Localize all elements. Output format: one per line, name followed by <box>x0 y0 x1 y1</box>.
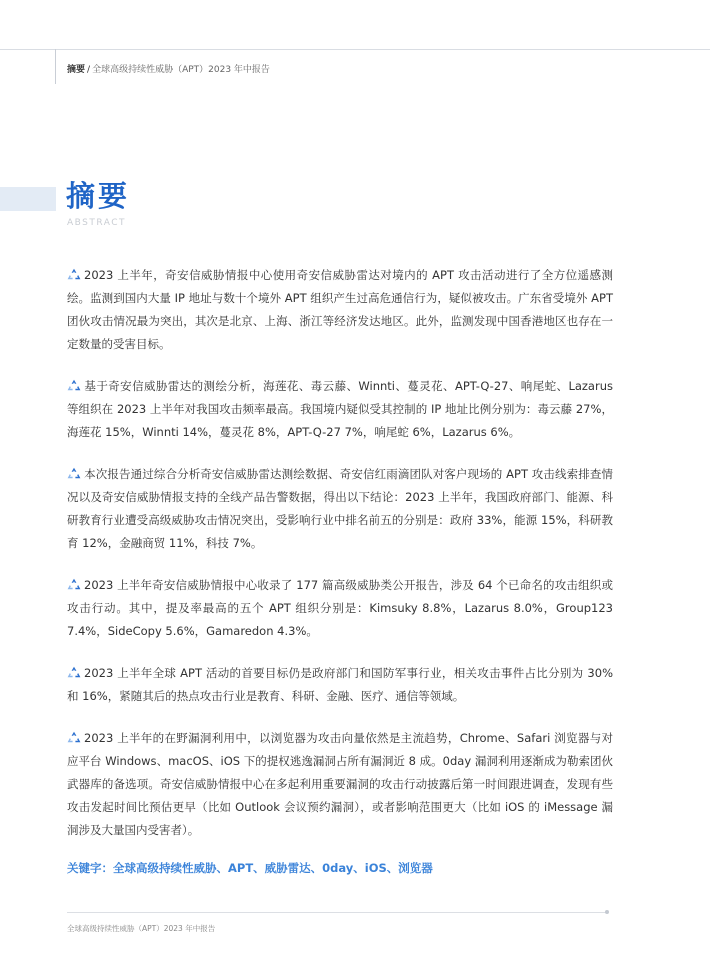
recycle-triangle-icon <box>67 268 81 280</box>
abstract-paragraph-1 <box>67 264 613 356</box>
recycle-triangle-icon <box>67 467 81 479</box>
abstract-paragraph-6 <box>67 727 613 842</box>
title-accent-bar <box>0 187 56 211</box>
recycle-triangle-icon <box>67 731 81 743</box>
recycle-triangle-icon <box>67 578 81 590</box>
abstract-content <box>67 264 613 880</box>
paragraph-text: 2023 上半年奇安信威胁情报中心收录了 177 篇高级威胁类公开报告，涉及 64 个已命名的攻击组织或攻击行动。其中，提及率最高的五个 APT 组织分别是：Kimsuky 8.8%，Lazarus 8.0%，Group123 7.4%，SideCopy 5.6%，Gamaredon 4.3%。 <box>67 578 613 638</box>
abstract-paragraph-4 <box>67 574 613 643</box>
footer-rule <box>67 912 607 913</box>
page-title: 摘要 <box>66 179 131 213</box>
abstract-paragraph-2 <box>67 375 613 444</box>
breadcrumb-document-title: 全球高级持续性威胁（APT）2023 年中报告 <box>92 65 270 75</box>
keywords-line: 关键字：全球高级持续性威胁、APT、威胁雷达、0day、iOS、浏览器 <box>67 861 433 875</box>
breadcrumb-section: 摘要 <box>67 65 86 75</box>
abstract-paragraph-5 <box>67 662 613 708</box>
paragraph-text: 2023 上半年，奇安信威胁情报中心使用奇安信威胁雷达对境内的 APT 攻击活动进行了全方位遥感测绘。监测到国内大量 IP 地址与数十个境外 APT 组织产生过高危通信行为，疑似被攻击。广东省受境外 APT 团伙攻击情况最为突出，其次是北京、上海、浙江等经济发达地区。此外，监测发现中国香港地区也存在一定数量的受害目标。 <box>67 268 613 351</box>
page-subtitle: ABSTRACT <box>67 218 127 228</box>
header-rule <box>0 49 710 50</box>
footer-document-title: 全球高级持续性威胁（APT）2023 年中报告 <box>67 924 216 933</box>
paragraph-text: 2023 上半年的在野漏洞利用中，以浏览器为攻击向量依然是主流趋势，Chrome、Safari 浏览器与对应平台 Windows、macOS、iOS 下的提权逃逸漏洞占所有漏洞近 8 成。0day 漏洞利用逐渐成为勒索团伙武器库的备选项。奇安信威胁情报中心在多起利用重要漏洞的攻击行动披露后第一时间跟进调查，发现有些攻击发起时间比预估更早（比如 Outlook 会议预约漏洞），或者影响范围更大（比如 iOS 的 iMessage 漏洞涉及大量国内受害者）。 <box>67 731 613 837</box>
recycle-triangle-icon <box>67 379 81 391</box>
footer-rule-dot <box>605 910 609 914</box>
recycle-triangle-icon <box>67 666 81 678</box>
paragraph-text: 基于奇安信威胁雷达的测绘分析，海莲花、毒云藤、Winnti、蔓灵花、APT-Q-27、响尾蛇、Lazarus 等组织在 2023 上半年对我国攻击频率最高。我国境内疑似受其控制的 IP 地址比例分别为：毒云藤 27%，海莲花 15%，Winnti 14%，蔓灵花 8%，APT-Q-27 7%，响尾蛇 6%，Lazarus 6%。 <box>67 379 613 439</box>
breadcrumb-separator: / <box>87 65 91 75</box>
breadcrumb <box>67 64 270 76</box>
abstract-paragraph-3 <box>67 463 613 555</box>
header-vertical-rule <box>55 49 56 84</box>
paragraph-text: 本次报告通过综合分析奇安信威胁雷达测绘数据、奇安信红雨滴团队对客户现场的 APT 攻击线索排查情况以及奇安信威胁情报支持的全线产品告警数据，得出以下结论：2023 上半年，我国政府部门、能源、科研教育行业遭受高级威胁攻击情况突出，受影响行业中排名前五的分别是：政府 33%，能源 15%，科研教育 12%，金融商贸 11%，科技 7%。 <box>67 467 613 550</box>
paragraph-text: 2023 上半年全球 APT 活动的首要目标仍是政府部门和国防军事行业，相关攻击事件占比分别为 30% 和 16%，紧随其后的热点攻击行业是教育、科研、金融、医疗、通信等领域。 <box>67 666 613 703</box>
